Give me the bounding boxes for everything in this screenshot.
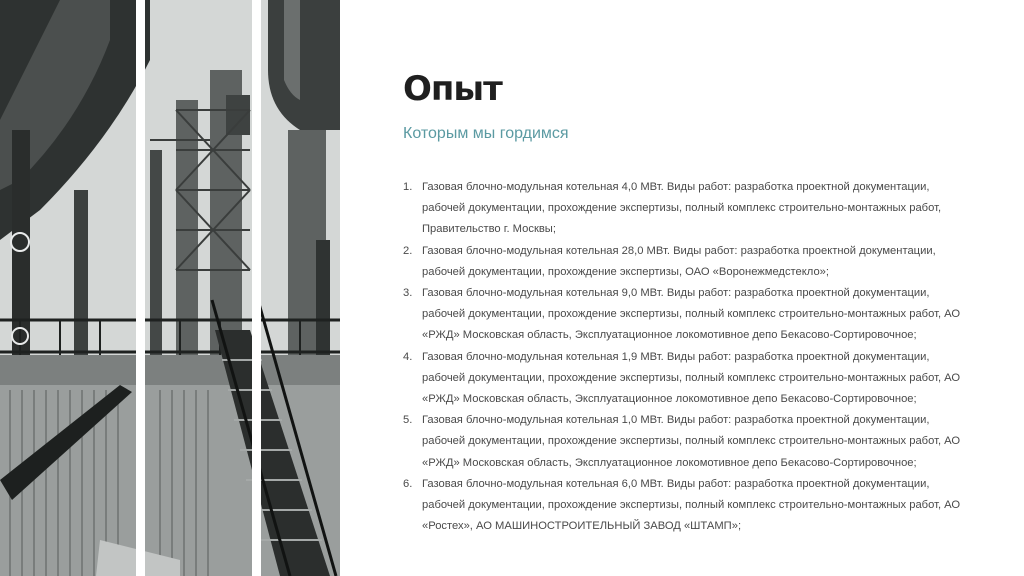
photo-strip-gap-2 <box>252 0 261 576</box>
list-item-number: 3. <box>403 287 413 300</box>
industrial-photo-drawing <box>0 0 340 576</box>
list-item-number: 4. <box>403 350 413 363</box>
page-subtitle: Которым мы гордимся <box>403 125 569 142</box>
list-item-number: 2. <box>403 244 413 257</box>
list-item <box>403 283 963 347</box>
list-item <box>403 474 963 538</box>
list-item <box>403 177 963 241</box>
list-item-number: 1. <box>403 181 413 193</box>
list-item-text: Газовая блочно-модульная котельная 28,0 МВт. Виды работ: разработка проектной документации, рабочей документации, прохождение экспертизы, ОАО «Воронежмедстекло»; <box>422 244 936 278</box>
list-item-number: 6. <box>403 477 413 490</box>
list-item-text: Газовая блочно-модульная котельная 1,9 МВт. Виды работ: разработка проектной документации, рабочей документации, прохождение экспертизы, полный комплекс строительно-монтажных работ, АО «РЖД» Московская область, Эксплуатационное локомотивное депо Бекасово-Сортировочное; <box>422 350 961 406</box>
list-item-text: Газовая блочно-модульная котельная 9,0 МВт. Виды работ: разработка проектной документации, рабочей документации, прохождение экспертизы, полный комплекс строительно-монтажных работ, АО «РЖД» Московская область, Эксплуатационное локомотивное депо Бекасово-Сортировочное; <box>422 287 961 342</box>
list-item-text: Газовая блочно-модульная котельная 1,0 МВт. Виды работ: разработка проектной документации, рабочей документации, прохождение экспертизы, полный комплекс строительно-монтажных работ, АО «РЖД» Московская область, Эксплуатационное локомотивное депо Бекасово-Сортировочное; <box>422 414 961 469</box>
list-item <box>403 410 963 474</box>
list-item-number: 5. <box>403 414 413 427</box>
experience-list <box>403 177 963 537</box>
list-item-text: Газовая блочно-модульная котельная 6,0 МВт. Виды работ: разработка проектной документации, рабочей документации, прохождение экспертизы, полный комплекс строительно-монтажных работ, АО «Ростех», АО МАШИНОСТРОИТЕЛЬНЫЙ ЗАВОД «ШТАМП»; <box>422 477 961 533</box>
list-item <box>403 347 963 411</box>
page-title: Опыт <box>403 69 502 109</box>
photo-strip-gap-1 <box>136 0 145 576</box>
list-item-text: Газовая блочно-модульная котельная 4,0 МВт. Виды работ: разработка проектной документации, рабочей документации, прохождение экспертизы, полный комплекс строительно-монтажных работ, Правительство г. Москвы; <box>422 181 942 236</box>
industrial-photo <box>0 0 340 576</box>
list-item <box>403 241 963 283</box>
